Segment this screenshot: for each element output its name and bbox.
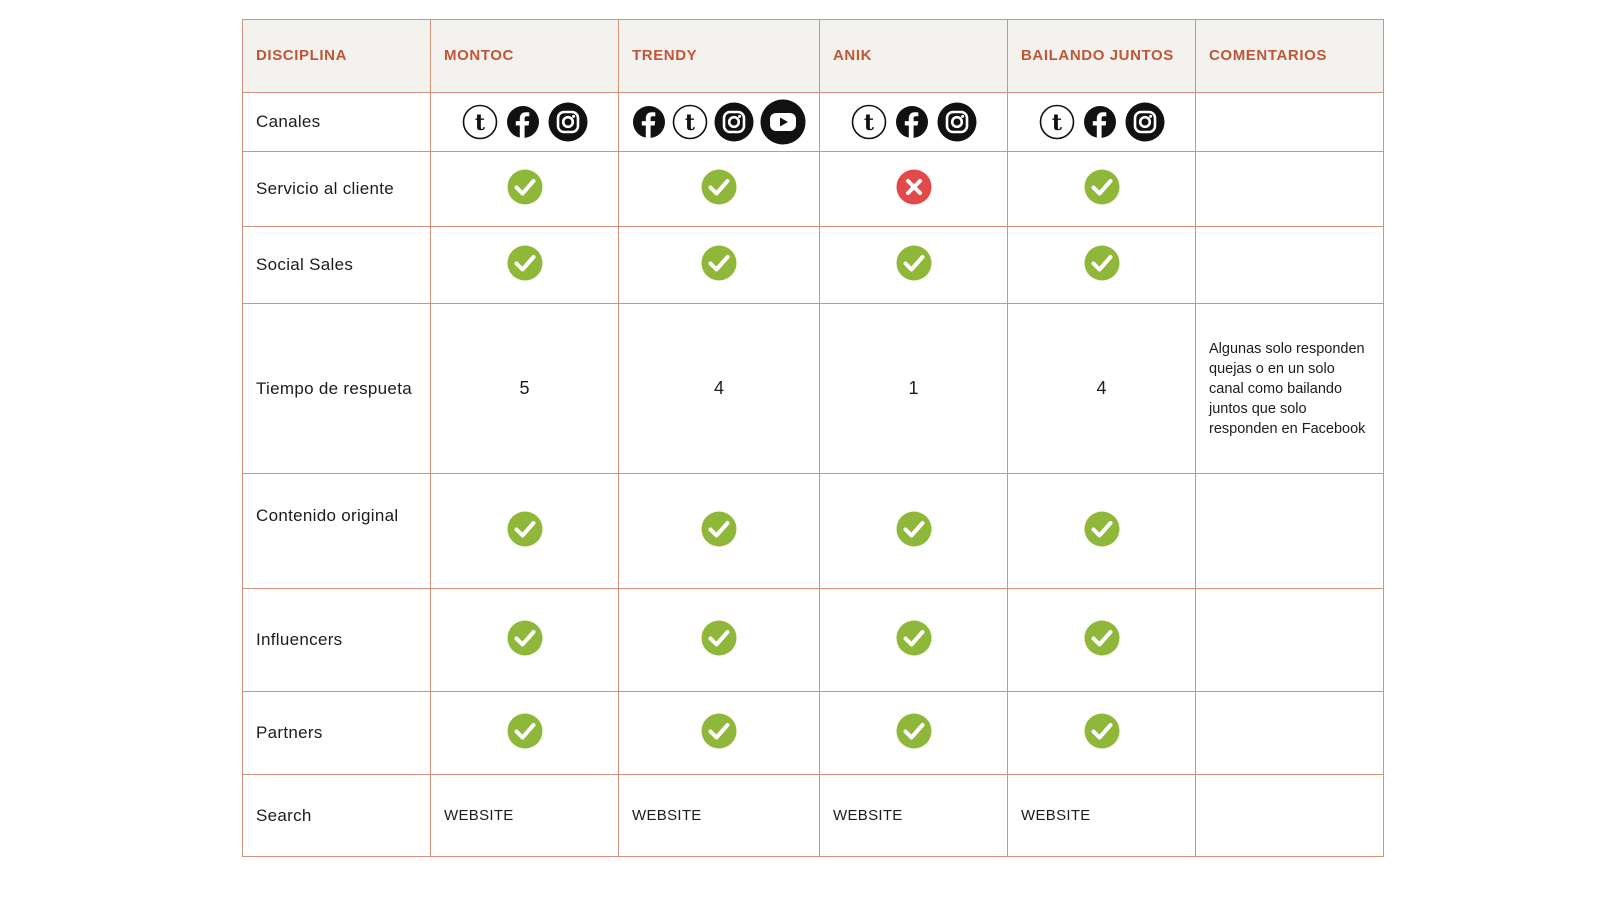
status-cell xyxy=(619,152,820,227)
row-partners xyxy=(243,692,1384,775)
svg-text:t: t xyxy=(684,110,696,136)
status-cell xyxy=(431,227,619,304)
check-icon xyxy=(896,713,932,749)
comment-cell xyxy=(1196,589,1384,692)
comment-cell xyxy=(1196,474,1384,589)
check-icon xyxy=(1084,169,1120,205)
comment-cell xyxy=(1196,152,1384,227)
svg-text:t: t xyxy=(474,110,485,136)
status-cell xyxy=(431,474,619,589)
cross-icon xyxy=(896,169,932,205)
check-icon xyxy=(896,511,932,547)
header-montoc: MONTOC xyxy=(431,20,619,93)
value-cell: WEBSITE xyxy=(431,775,619,857)
header-bailando-juntos: BAILANDO JUNTOS xyxy=(1008,20,1196,93)
check-icon xyxy=(701,620,737,656)
facebook-icon xyxy=(506,105,540,139)
tumblr-icon xyxy=(462,104,498,140)
tumblr-icon xyxy=(851,104,887,140)
value-cell: 1 xyxy=(820,304,1008,474)
row-label: Tiempo de respueta xyxy=(243,304,431,474)
instagram-icon xyxy=(548,102,588,142)
value-cell: 4 xyxy=(1008,304,1196,474)
comment-text: Algunas solo responden quejas o en un solo canal como bailando juntos que solo responden en Facebook xyxy=(1196,304,1384,474)
header-anik: ANIK xyxy=(820,20,1008,93)
status-cell xyxy=(1008,152,1196,227)
row-label: Search xyxy=(243,775,431,857)
header-comentarios: COMENTARIOS xyxy=(1196,20,1384,93)
row-label: Social Sales xyxy=(243,227,431,304)
check-icon xyxy=(1084,511,1120,547)
row-label: Contenido original xyxy=(243,474,431,589)
status-cell xyxy=(820,152,1008,227)
channel-icons-bailando xyxy=(1008,93,1196,152)
comment-cell xyxy=(1196,775,1384,857)
check-icon xyxy=(896,245,932,281)
facebook-icon xyxy=(895,105,929,139)
status-cell xyxy=(820,227,1008,304)
row-tiempo xyxy=(243,304,1384,474)
status-cell xyxy=(1008,227,1196,304)
svg-text:t: t xyxy=(863,110,874,136)
status-cell xyxy=(619,589,820,692)
check-icon xyxy=(701,713,737,749)
status-cell xyxy=(619,474,820,589)
row-canales xyxy=(243,93,1384,152)
tumblr-icon xyxy=(1039,104,1075,140)
svg-text:t: t xyxy=(1051,110,1062,136)
comment-cell xyxy=(1196,692,1384,775)
youtube-icon xyxy=(760,99,806,145)
check-icon xyxy=(896,620,932,656)
channel-icons-montoc xyxy=(431,93,619,152)
row-social-sales xyxy=(243,227,1384,304)
value-cell: 4 xyxy=(619,304,820,474)
comment-cell xyxy=(1196,227,1384,304)
row-influencers xyxy=(243,589,1384,692)
facebook-icon xyxy=(1083,105,1117,139)
header-row xyxy=(243,20,1384,93)
check-icon xyxy=(507,713,543,749)
header-trendy: TRENDY xyxy=(619,20,820,93)
value-cell: WEBSITE xyxy=(1008,775,1196,857)
channel-icons-trendy xyxy=(619,93,820,152)
header-disciplina: DISCIPLINA xyxy=(243,20,431,93)
row-label: Partners xyxy=(243,692,431,775)
facebook-icon xyxy=(632,105,666,139)
comment-cell xyxy=(1196,93,1384,152)
status-cell xyxy=(820,474,1008,589)
check-icon xyxy=(701,169,737,205)
channel-icons-anik xyxy=(820,93,1008,152)
status-cell xyxy=(619,227,820,304)
status-cell xyxy=(1008,692,1196,775)
check-icon xyxy=(507,245,543,281)
tumblr-icon xyxy=(672,104,708,140)
row-label: Influencers xyxy=(243,589,431,692)
status-cell xyxy=(431,692,619,775)
value-cell: 5 xyxy=(431,304,619,474)
row-search xyxy=(243,775,1384,857)
status-cell xyxy=(431,589,619,692)
row-label: Canales xyxy=(243,93,431,152)
check-icon xyxy=(507,169,543,205)
check-icon xyxy=(701,511,737,547)
row-contenido xyxy=(243,474,1384,589)
check-icon xyxy=(1084,245,1120,281)
check-icon xyxy=(1084,713,1120,749)
check-icon xyxy=(701,245,737,281)
status-cell xyxy=(1008,474,1196,589)
instagram-icon xyxy=(714,102,754,142)
status-cell xyxy=(431,152,619,227)
row-servicio xyxy=(243,152,1384,227)
comparison-table xyxy=(242,19,1384,857)
instagram-icon xyxy=(1125,102,1165,142)
check-icon xyxy=(507,511,543,547)
status-cell xyxy=(1008,589,1196,692)
check-icon xyxy=(1084,620,1120,656)
row-label: Servicio al cliente xyxy=(243,152,431,227)
status-cell xyxy=(820,692,1008,775)
check-icon xyxy=(507,620,543,656)
instagram-icon xyxy=(937,102,977,142)
value-cell: WEBSITE xyxy=(820,775,1008,857)
status-cell xyxy=(619,692,820,775)
status-cell xyxy=(820,589,1008,692)
value-cell: WEBSITE xyxy=(619,775,820,857)
